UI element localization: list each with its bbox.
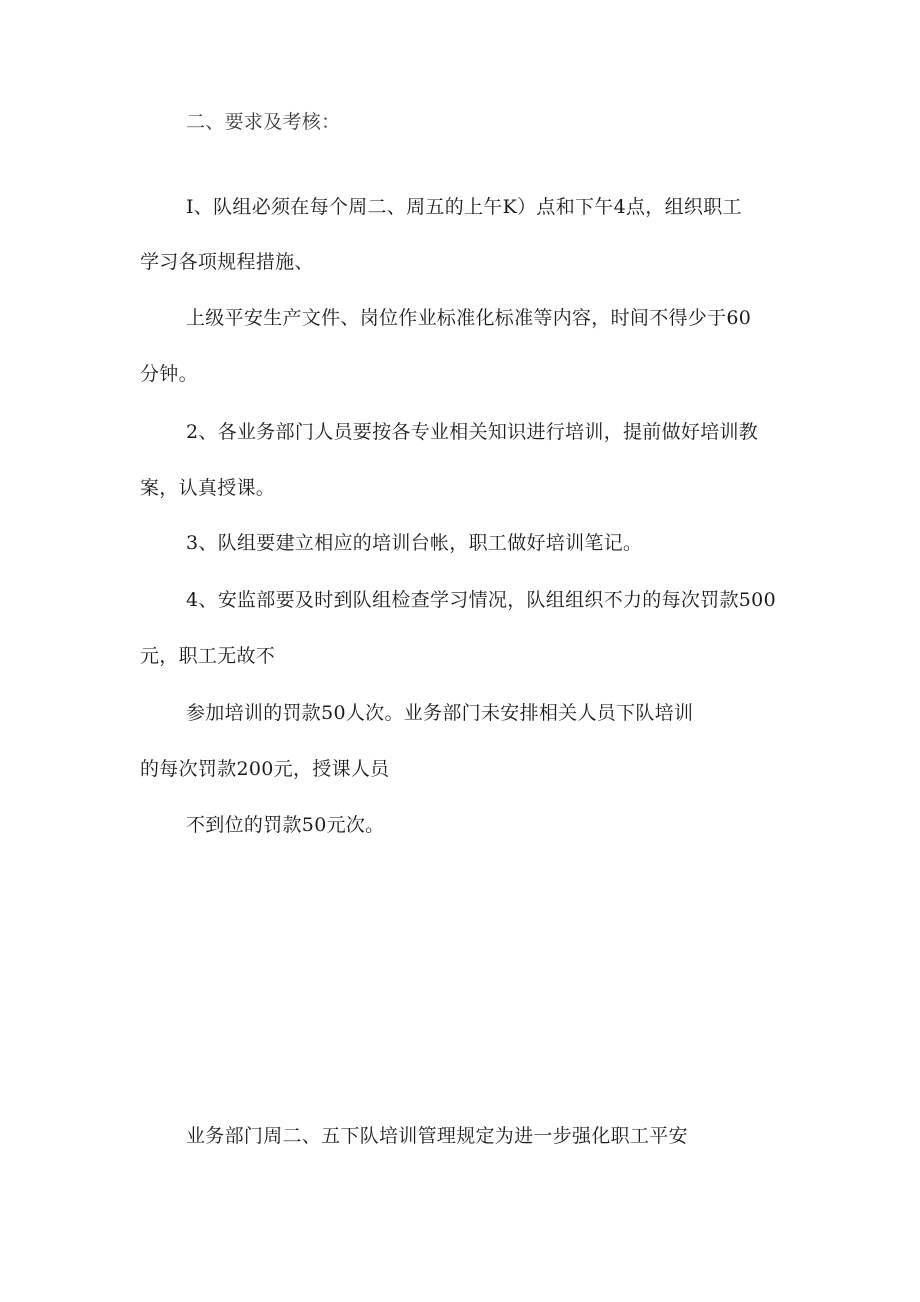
paragraph-line: 3、队组要建立相应的培训台帐，职工做好培训笔记。 [186,532,643,554]
paragraph-line: 元，职工无故不 [140,645,276,667]
paragraph-line: 案，认真授课。 [140,477,276,499]
paragraph-line: 不到位的罚款50元次。 [186,814,385,836]
paragraph-line: 参加培训的罚款50人次。业务部门未安排相关人员下队培训 [186,702,694,724]
paragraph-line: 上级平安生产文件、岗位作业标准化标准等内容，时间不得少于60 [186,307,752,329]
paragraph-line: 4、安监部要及时到队组检查学习情况，队组组织不力的每次罚款500 [186,589,776,611]
section-heading: 二、要求及考核： [186,111,341,133]
paragraph-line: 2、各业务部门人员要按各专业相关知识进行培训，提前做好培训教 [186,421,759,443]
footer-line: 业务部门周二、五下队培训管理规定为进一步强化职工平安 [186,1125,688,1147]
paragraph-line: 分钟。 [140,363,198,385]
paragraph-line: 学习各项规程措施、 [140,251,314,273]
paragraph-line: 的每次罚款200元，授课人员 [140,758,390,780]
paragraph-line: I、队组必须在每个周二、周五的上午K）点和下午4点，组织职工 [186,196,742,218]
